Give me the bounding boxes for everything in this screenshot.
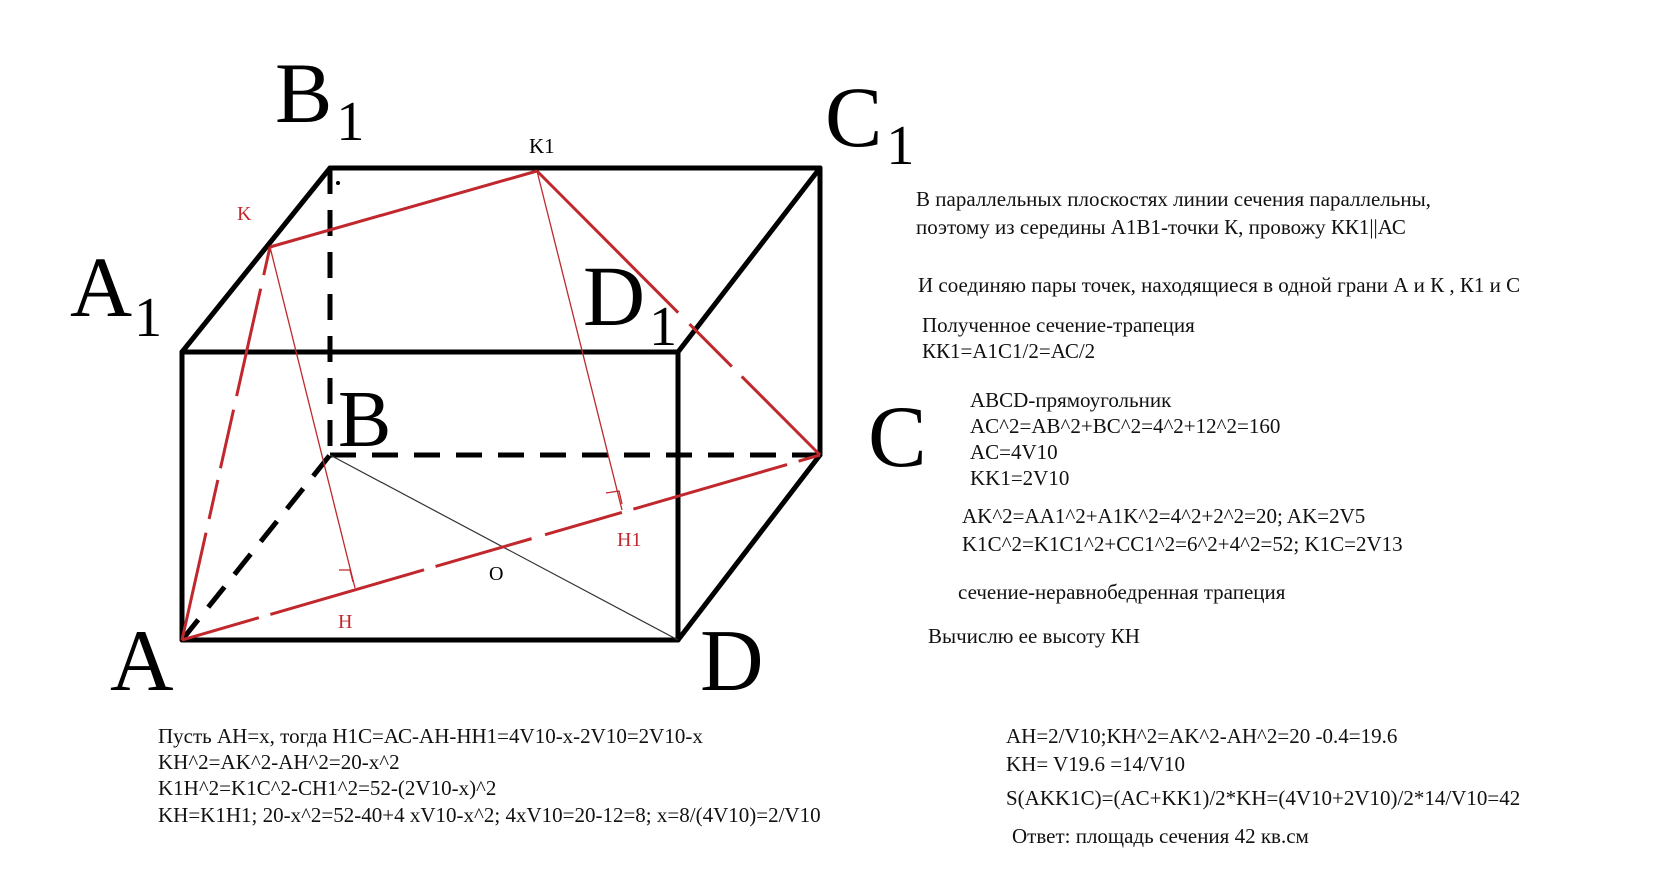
- explanation-line-9: KK1=2V10: [970, 466, 1070, 490]
- section-K-K1: [270, 171, 537, 247]
- point-label-K: K: [237, 203, 252, 225]
- right-angle-H: [339, 570, 353, 582]
- vertex-label-C: C: [868, 389, 927, 486]
- explanation-line-5: КК1=А1С1/2=АС/2: [922, 339, 1096, 363]
- edge-C1-D1: [678, 168, 820, 352]
- calc-left-line-2: KH^2=AK^2-AH^2=20-x^2: [158, 750, 400, 774]
- heights: [270, 171, 622, 588]
- answer-line: Ответ: площадь сечения 42 кв.см: [1012, 824, 1309, 848]
- point-label-H1: H1: [617, 529, 642, 551]
- point-label-O: O: [489, 563, 504, 585]
- calc-left-line-4: KH=K1H1; 20-x^2=52-40+4 xV10-x^2; 4xV10=20-12=8; x=8/(4V10)=2/V10: [158, 803, 821, 827]
- calc-left-line-3: K1H^2=K1C^2-CH1^2=52-(2V10-x)^2: [158, 776, 497, 800]
- point-label-H: H: [338, 611, 353, 633]
- explanation-line-13: Вычислю ее высоту КН: [928, 624, 1140, 648]
- point-label-K1: K1: [529, 134, 555, 158]
- explanation-line-3: И соединяю пары точек, находящиеся в одной грани А и К , К1 и С: [918, 273, 1521, 297]
- explanation-line-2: поэтому из середины А1В1-точки К, провожу КК1||АС: [916, 215, 1406, 239]
- explanation-line-7: AC^2=AB^2+BC^2=4^2+12^2=160: [970, 414, 1281, 438]
- calc-right-line-1: AH=2/V10;KH^2=AK^2-AH^2=20 -0.4=19.6: [1006, 724, 1398, 748]
- vertex-label-B: B: [338, 376, 392, 464]
- explanation-line-4: Полученное сечение-трапеция: [922, 313, 1195, 337]
- explanation-line-10: AK^2=AA1^2+A1K^2=4^2+2^2=20; AK=2V5: [962, 504, 1366, 528]
- explanation-line-6: ABCD-прямоугольник: [970, 388, 1172, 412]
- vertex-label-B1: $B_1$: [275, 45, 365, 153]
- vertex-label-A: A: [110, 613, 174, 710]
- vertex-label-A1: $A_1$: [70, 239, 163, 349]
- calc-right-line-2: KH= V19.6 =14/V10: [1006, 752, 1186, 776]
- explanation-line-1: В параллельных плоскостях линии сечения параллельны,: [916, 187, 1431, 211]
- explanation-line-11: K1C^2=K1C1^2+CC1^2=6^2+4^2=52; K1C=2V13: [962, 532, 1403, 556]
- vertex-label-C1: $C_1$: [825, 69, 915, 177]
- explanation-line-8: AC=4V10: [970, 440, 1058, 464]
- corner-dot: [336, 181, 340, 185]
- edge-A1-B1: [182, 168, 330, 352]
- section-A-K: [182, 247, 270, 640]
- calc-left-line-1: Пусть АН=х, тогда Н1С=АС-АН-НН1=4V10-x-2V10=2V10-x: [158, 724, 703, 748]
- vertex-label-D1: $D_1$: [583, 248, 678, 358]
- vertex-label-D: D: [700, 613, 764, 710]
- calc-right-line-3: S(AKK1C)=(AC+KK1)/2*KH=(4V10+2V10)/2*14/V10=42: [1006, 786, 1521, 810]
- explanation-line-12: сечение-неравнобедренная трапеция: [958, 580, 1286, 604]
